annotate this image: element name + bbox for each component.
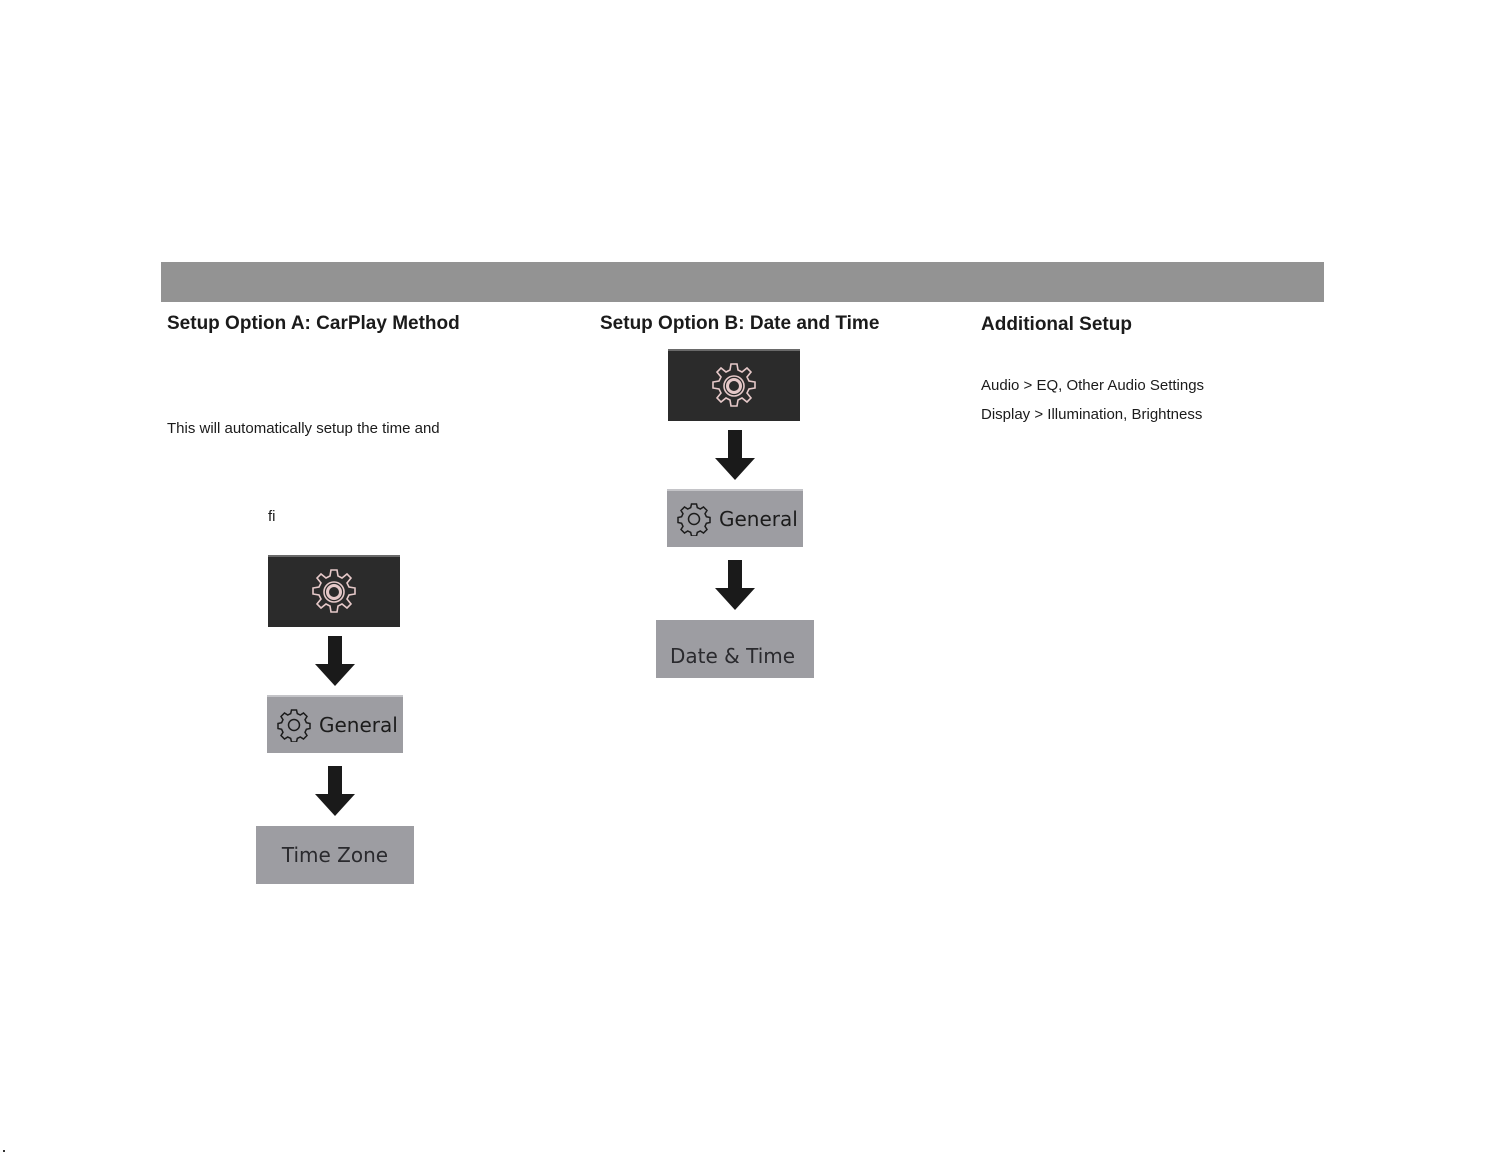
section-title-c: Additional Setup [981,314,1132,335]
time-zone-menu-item[interactable] [256,826,414,884]
arrow-down-icon [715,430,755,480]
section-title-b: Setup Option B: Date and Time [600,313,880,334]
arrow-down-icon [315,766,355,816]
arrow-down-icon [315,636,355,686]
general-menu-item-b[interactable] [667,489,803,547]
settings-gear-icon [308,566,360,618]
settings-app-tile-a[interactable] [268,555,400,627]
section-title-a: Setup Option A: CarPlay Method [167,313,460,334]
time-zone-label: Time Zone [281,843,389,867]
gear-outline-icon [677,502,711,536]
general-menu-item-a[interactable] [267,695,403,753]
gear-outline-icon [277,708,311,742]
page-mark [3,1150,5,1152]
arrow-down-icon [715,560,755,610]
settings-app-tile-b[interactable] [668,349,800,421]
column-a-text-fragment: fi [268,508,276,525]
additional-setup-line-audio: Audio > EQ, Other Audio Settings [981,377,1205,394]
date-time-label: Date & Time [670,644,796,668]
header-band [161,262,1324,302]
date-time-menu-item[interactable] [656,620,814,678]
settings-gear-icon [708,360,760,412]
column-a-text-line: This will automatically setup the time and [167,420,440,437]
general-label-a: General [319,713,398,737]
general-label-b: General [719,507,798,531]
additional-setup-line-display: Display > Illumination, Brightness [981,406,1203,423]
